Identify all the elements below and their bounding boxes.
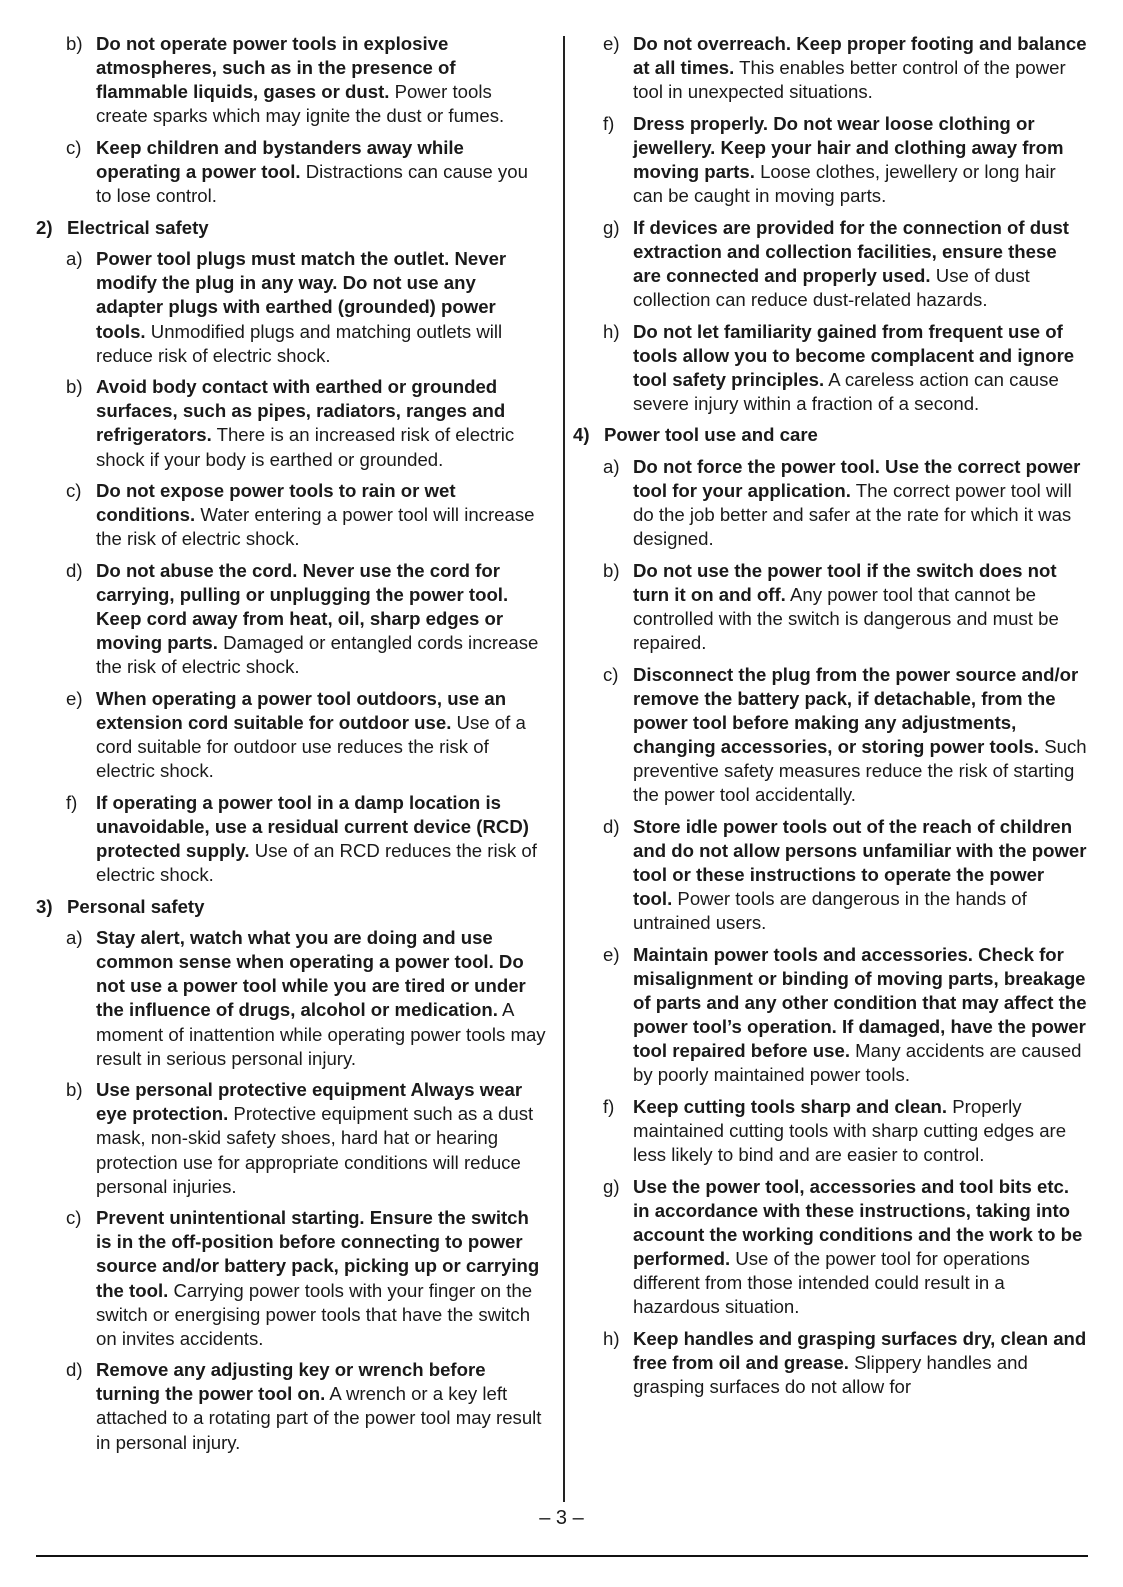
item-body [96,247,546,367]
instruction-item [66,687,546,783]
left-column [36,32,546,1462]
item-bold-text: Do not let familiarity gained from frequent use of tools allow you to become complacent and ignore tool safety principles. [633,320,1075,390]
section-heading [573,423,1088,447]
item-bold-text: Do not overreach. Keep proper footing and balance at all times. [633,33,1087,79]
page-number: – 3 – [539,1507,584,1529]
item-text: Any power tool that cannot be controlled with the switch is dangerous and must be repaired. [633,583,1059,654]
item-body [633,32,1088,104]
item-body [96,1358,546,1454]
section-title: Electrical safety [67,216,209,238]
item-text: Distractions can cause you to lose control. [96,160,528,207]
item-bold-text: If devices are provided for the connection of dust extraction and collection facilities, ensure these are connected and properly used. [633,216,1069,286]
item-bold-text: Do not abuse the cord. Never use the cord for carrying, pulling or unplugging the power tool. Keep cord away from heat, oil, sharp edges or moving parts. [96,559,509,654]
item-bold-text: Do not operate power tools in explosive atmospheres, such as in the presence of flammable liquids, gases or dust. [96,33,456,103]
item-letter: b) [66,1079,83,1101]
item-text: Protective equipment such as a dust mask, non-skid safety shoes, hard hat or hearing protection use for appropriate conditions will reduce personal injuries. [96,1103,534,1197]
instruction-item [603,943,1088,1088]
item-letter: g) [603,1175,620,1197]
item-body [633,1327,1088,1399]
instruction-item [66,375,546,471]
item-letter: c) [66,480,82,502]
item-letter: c) [66,136,82,158]
item-letter: a) [603,456,620,477]
item-bold-text: Avoid body contact with earthed or grounded surfaces, such as pipes, radiators, ranges and refrigerators. [96,376,506,446]
footer-rule [36,1555,1088,1557]
instruction-item [603,112,1088,208]
item-letter: e) [603,33,620,54]
item-letter: d) [603,815,620,837]
item-text: A moment of inattention while operating power tools may result in serious personal injury. [96,999,546,1069]
item-body [96,559,546,679]
instruction-item [603,663,1088,808]
item-body [633,1175,1088,1320]
item-body [96,1206,546,1351]
item-body [633,559,1088,655]
item-text: This enables better control of the power tool in unexpected situations. [633,57,1066,103]
item-body [96,479,546,551]
item-body [96,375,546,471]
item-text: Water entering a power tool will increase the risk of electric shock. [96,504,535,550]
item-body [96,32,546,128]
section-title: Personal safety [67,895,205,917]
item-text: Power tools create sparks which may ignite the dust or fumes. [96,81,505,127]
instruction-item [66,136,546,208]
item-text: Power tools are dangerous in the hands of untrained users. [633,888,1027,934]
item-bold-text: Power tool plugs must match the outlet. Never modify the plug in any way. Do not use any adapter plugs with earthed (grounded) power tools. [96,248,507,342]
item-body [633,815,1088,935]
item-letter: b) [603,559,620,581]
item-bold-text: Disconnect the plug from the power source and/or remove the battery pack, if detachable, from the power tool before making any adjustments, changing accessories, or storing power tools. [633,663,1079,758]
item-letter: d) [66,1359,83,1381]
item-body [96,926,546,1071]
item-bold-text: Maintain power tools and accessories. Check for misalignment or binding of moving parts, breakage of parts and any other condition that may affect the power tool’s operation. If damaged, have the power tool repaired before use. [633,943,1087,1062]
instruction-item [603,32,1088,104]
item-body [633,943,1088,1088]
instruction-item [603,815,1088,935]
item-bold-text: Dress properly. Do not wear loose clothing or jewellery. Keep your hair and clothing away from moving parts. [633,112,1064,182]
item-letter: g) [603,216,620,238]
item-body [633,320,1088,416]
section-heading [36,216,546,240]
item-bold-text: Use the power tool, accessories and tool bits etc. in accordance with these instructions, taking into account the working conditions and the work to be performed. [633,1175,1083,1269]
item-body [96,791,546,887]
item-bold-text: Keep children and bystanders away while operating a power tool. [96,136,464,182]
instruction-item [66,926,546,1071]
section-number: 4) [573,424,590,446]
instruction-item [66,1358,546,1454]
item-body [96,1078,546,1198]
item-text: Such preventive safety measures reduce the risk of starting the power tool accidentally. [633,736,1087,806]
item-letter: h) [603,1327,620,1349]
item-body [633,1095,1088,1167]
item-bold-text: Do not expose power tools to rain or wet conditions. [96,480,456,526]
item-letter: b) [66,376,83,398]
instruction-item [603,1175,1088,1320]
instruction-item [66,791,546,887]
instruction-item [603,1327,1088,1399]
item-bold-text: Do not use the power tool if the switch does not turn it on and off. [633,559,1057,605]
item-letter: b) [66,33,83,54]
item-body [633,112,1088,208]
instruction-item [66,1078,546,1198]
item-text: There is an increased risk of electric shock if your body is earthed or grounded. [96,424,515,470]
item-letter: h) [603,320,620,342]
instruction-item [66,559,546,679]
instruction-item [66,479,546,551]
item-bold-text: Prevent unintentional starting. Ensure the switch is in the off-position before connecting to power source and/or battery pack, picking up or carrying the tool. [96,1207,540,1301]
right-column [573,32,1088,1406]
section-title: Power tool use and care [604,424,818,446]
instruction-item [66,1206,546,1351]
item-letter: c) [66,1207,82,1229]
item-letter: f) [66,791,78,813]
item-text: Use of dust collection can reduce dust-related hazards. [633,264,1030,310]
item-bold-text: Use personal protective equipment Always wear eye protection. [96,1079,523,1125]
item-text: Use of a cord suitable for outdoor use reduces the risk of electric shock. [96,711,526,782]
item-text: A wrench or a key left attached to a rotating part of the power tool may result in personal injury. [96,1383,542,1453]
item-body [96,136,546,208]
item-text: Carrying power tools with your finger on the switch or energising power tools that have the switch on invites accidents. [96,1279,533,1349]
item-text: A careless action can cause severe injury within a fraction of a second. [633,368,1059,414]
item-text: Unmodified plugs and matching outlets will reduce risk of electric shock. [96,320,503,366]
item-text: Properly maintained cutting tools with sharp cutting edges are less likely to bind and are easier to control. [633,1095,1067,1166]
instruction-item [603,1095,1088,1167]
instruction-item [66,32,546,128]
item-letter: f) [603,1095,615,1117]
item-letter: a) [66,248,83,270]
instruction-item [603,320,1088,416]
instruction-item [603,216,1088,312]
item-letter: e) [66,687,83,709]
item-bold-text: Store idle power tools out of the reach of children and do not allow persons unfamiliar with the power tool or these instructions to operate the power tool. [633,815,1087,910]
item-text: Use of the power tool for operations different from those intended could result in a hazardous situation. [633,1247,1030,1318]
item-letter: a) [66,927,83,949]
item-text: Slippery handles and grasping surfaces do not allow for [633,1351,1028,1397]
instruction-item [603,559,1088,655]
item-text: The correct power tool will do the job better and safer at the rate for which it was designed. [633,480,1072,550]
section-heading [36,895,546,919]
item-letter: d) [66,559,83,581]
item-bold-text: Stay alert, watch what you are doing and use common sense when operating a power tool. Do not use a power tool while you are tired or under the influence of drugs, alcohol or medication. [96,927,526,1021]
item-body [633,663,1088,808]
instruction-item [66,247,546,367]
instruction-item [603,455,1088,551]
column-divider [563,36,565,1502]
section-number: 2) [36,216,53,238]
item-text: Loose clothes, jewellery or long hair can be caught in moving parts. [633,160,1056,207]
item-text: Damaged or entangled cords increase the risk of electric shock. [96,632,539,678]
item-letter: f) [603,112,615,134]
item-text: Many accidents are caused by poorly maintained power tools. [633,1040,1082,1086]
item-letter: c) [603,663,619,685]
item-bold-text: Do not force the power tool. Use the correct power tool for your application. [633,456,1081,502]
item-bold-text: Keep handles and grasping surfaces dry, clean and free from oil and grease. [633,1327,1087,1373]
item-bold-text: Remove any adjusting key or wrench before turning the power tool on. [96,1359,486,1405]
item-bold-text: Keep cutting tools sharp and clean. [633,1095,948,1117]
item-body [96,687,546,783]
item-text: Use of an RCD reduces the risk of electric shock. [96,839,537,885]
section-number: 3) [36,895,53,917]
item-body [633,216,1088,312]
item-bold-text: If operating a power tool in a damp location is unavoidable, use a residual current device (RCD) protected supply. [96,791,529,861]
item-bold-text: When operating a power tool outdoors, use an extension cord suitable for outdoor use. [96,687,507,733]
item-body [633,455,1088,551]
item-letter: e) [603,943,620,965]
